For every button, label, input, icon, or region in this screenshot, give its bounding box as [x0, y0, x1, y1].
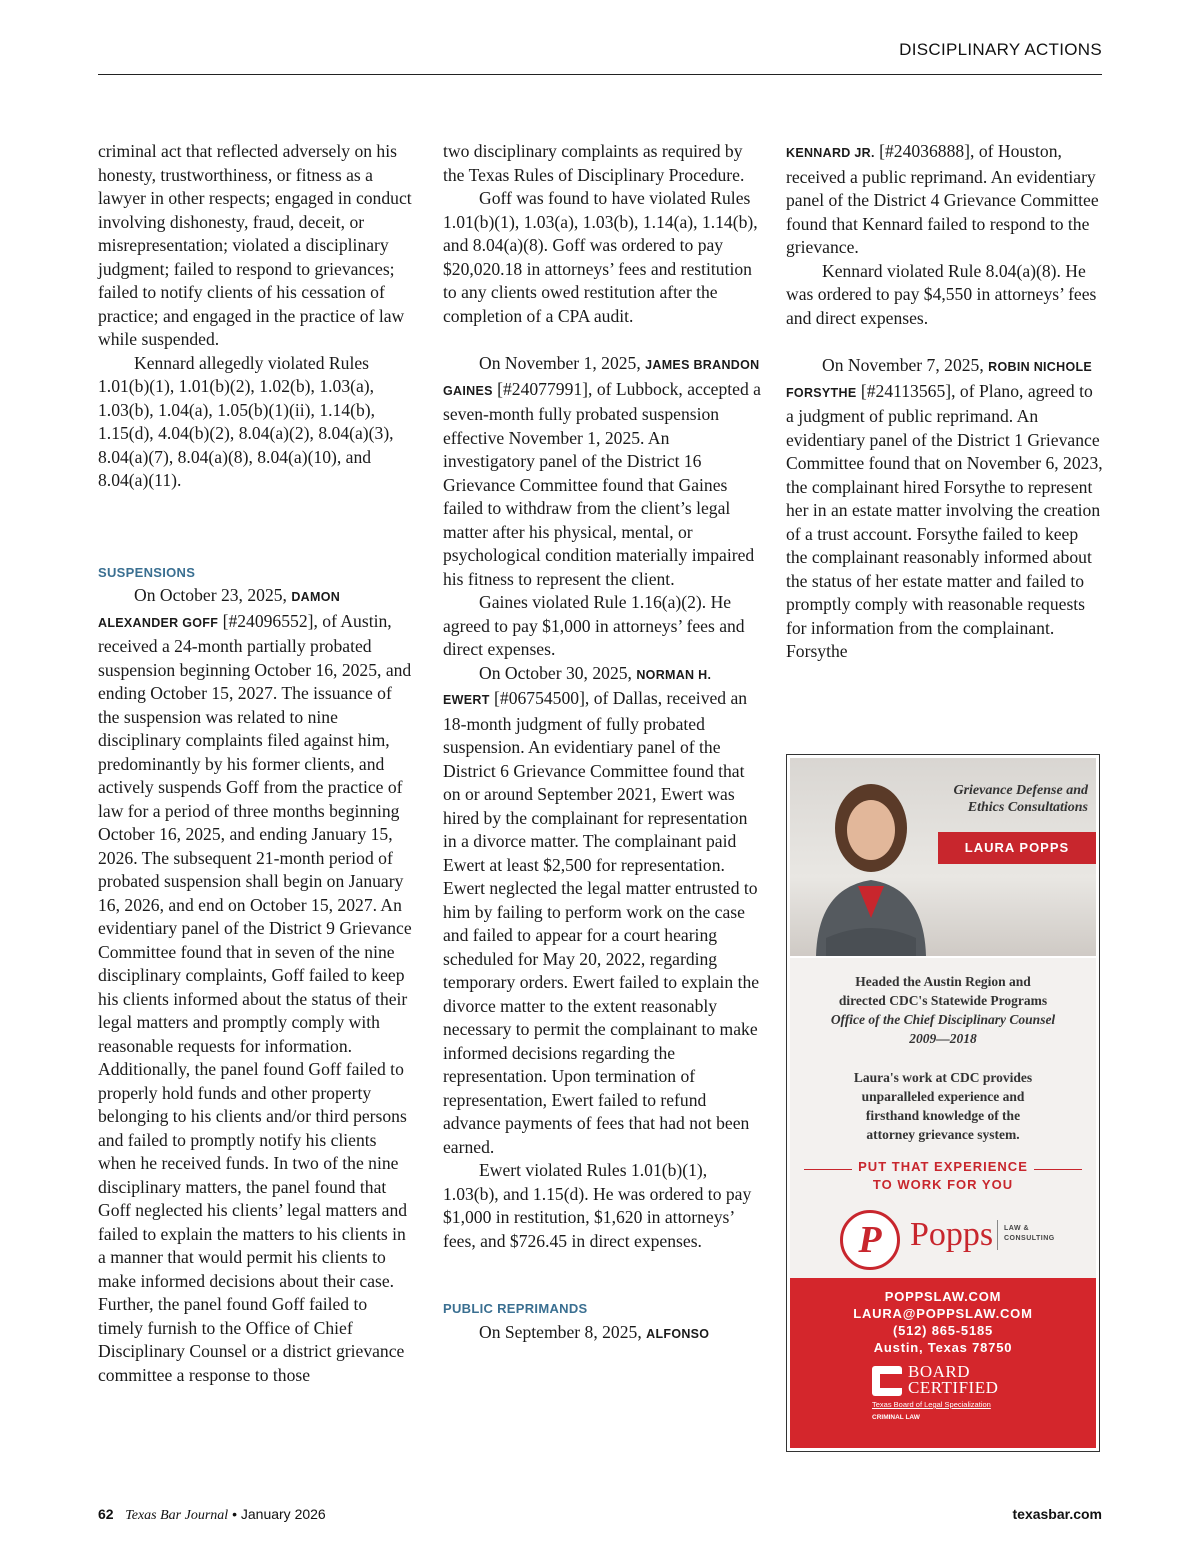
- paragraph: Kennard allegedly violated Rules 1.01(b)(1), 1.01(b)(2), 1.02(b), 1.03(a), 1.03(b), 1.04(a), 1.05(b)(1)(ii), 1.14(b), 1.15(d), 4.04(b)(2), 8.04(a)(2), 8.04(a)(3), 8.04(a)(7), 8.04(a)(8), 8.04(a)(10), and 8.04(a)(11).: [98, 352, 394, 490]
- paragraph: On November 7, 2025, ROBIN NICHOLE FORSYTHE [#24113565], of Plano, agreed to a judgment of public reprimand. An evidentiary panel of the District 1 Grievance Committee found that on November 6, 2023, the complainant hired Forsythe to represent her in an estate matter involving the creation of a trust account. Forsythe failed to keep the complainant reasonably informed about the status of her estate matter and failed to promptly comply with reasonable requests for information from the complainant. Forsythe: [786, 355, 1103, 661]
- column-1: [98, 140, 416, 1387]
- board-certified-org: Texas Board of Legal Specialization: [872, 1400, 991, 1409]
- ad-brand-name: Popps: [910, 1216, 994, 1253]
- ad-tagline: Grievance Defense and Ethics Consultations: [953, 783, 1088, 815]
- attorney-portrait-icon: [796, 768, 946, 956]
- footer-bullet: •: [232, 1506, 237, 1522]
- attorney-name: JAMES BRANDON GAINES: [443, 358, 760, 398]
- journal-title: Texas Bar Journal: [125, 1508, 229, 1523]
- ad-call-to-action: PUT THAT EXPERIENCE TO WORK FOR YOU: [858, 1159, 1028, 1192]
- popps-logo-icon: P: [840, 1210, 900, 1270]
- paragraph: two disciplinary complaints as required by the Texas Rules of Disciplinary Procedure.: [443, 141, 745, 185]
- ad-contact-panel: [790, 1278, 1096, 1448]
- running-header: DISCIPLINARY ACTIONS: [899, 40, 1102, 59]
- paragraph: criminal act that reflected adversely on his honesty, trustworthiness, or fitness as a lawyer in other respects; engaged in conduct involving dishonesty, fraud, deceit, or misrepresentation; violated a disciplinary judgment; failed to respond to grievances; failed to notify clients of his cessation of practice; and engaged in the practice of law while suspended.: [98, 141, 412, 349]
- attorney-name: DAMON ALEXANDER GOFF: [98, 590, 341, 630]
- paragraph: On September 8, 2025, ALFONSO: [479, 1321, 710, 1342]
- ad-brand-subtitle: LAW & CONSULTING: [1004, 1225, 1055, 1242]
- ad-phone: (512) 865-5185: [892, 1323, 994, 1338]
- paragraph: Goff was found to have violated Rules 1.01(b)(1), 1.03(a), 1.03(b), 1.14(a), 1.14(b), and 8.04(a)(8). Goff was ordered to pay $20,020.18 in attorneys’ fees and restitution to any clients owed restitution after the completion of a CPA audit.: [443, 188, 758, 326]
- attorney-name: ALFONSO: [646, 1326, 710, 1341]
- board-certified-specialty: CRIMINAL LAW: [872, 1414, 920, 1421]
- attorney-name: ROBIN NICHOLE FORSYTHE: [786, 360, 1093, 400]
- attorney-name: NORMAN H. EWERT: [443, 667, 712, 707]
- paragraph: Kennard violated Rule 8.04(a)(8). He was ordered to pay $4,550 in attorneys’ fees and direct expenses.: [786, 260, 1097, 328]
- ad-email: LAURA@POPPSLAW.COM: [853, 1306, 1033, 1321]
- footer-website: texasbar.com: [1012, 1506, 1102, 1522]
- section-heading-public-reprimands: PUBLIC REPRIMANDS: [443, 1301, 588, 1316]
- ad-photo-area: [790, 758, 1096, 956]
- paragraph: On November 1, 2025, JAMES BRANDON GAINES [#24077991], of Lubbock, accepted a seven-month fully probated suspension effective November 1, 2025. An investigatory panel of the District 16 Grievance Committee found that Gaines failed to withdraw from the client’s legal matter after his physical, mental, or psychological condition materially impaired his fitness to represent the client.: [443, 353, 761, 589]
- footer-left: [98, 1506, 326, 1524]
- ad-website: POPPSLAW.COM: [884, 1289, 1002, 1304]
- header-divider: [98, 74, 1102, 75]
- advertisement-popps-law: [786, 754, 1100, 1452]
- paragraph: On October 30, 2025, NORMAN H. EWERT [#06754500], of Dallas, received an 18-month judgment of fully probated suspension. An evidentiary panel of the District 6 Grievance Committee found that on or around September 2021, Ewert was hired by the complainant for representation in a divorce matter. The complainant paid Ewert at least $2,500 for representation. Ewert neglected the legal matter entrusted to him by failing to perform work on the case and failed to appear for a court hearing scheduled for May 20, 2022, regarding temporary orders. Ewert failed to explain the divorce matter to the extent reasonably necessary to permit the complainant to make informed decisions regarding the representation. Upon termination of representation, Ewert failed to refund advance payments of fees that had not been earned.: [443, 662, 760, 1157]
- issue-date: January 2026: [240, 1506, 326, 1522]
- column-3: [786, 140, 1104, 664]
- column-2: [443, 140, 761, 1346]
- paragraph: On October 23, 2025, DAMON ALEXANDER GOFF [#24096552], of Austin, received a 24-month partially probated suspension beginning October 16, 2025, and ending October 15, 2027. The issuance of the suspension was related to nine disciplinary complaints filed against him, predominantly by his former clients, and actively suspends Goff from the practice of law for a period of three months beginning October 16, 2025, and ending January 15, 2026. The subsequent 21-month period of probated suspension shall begin on January 16, 2026, and end on October 15, 2027. An evidentiary panel of the District 9 Grievance Committee found that in seven of the nine disciplinary complaints, Goff failed to keep his clients informed about the status of their legal matters and promptly comply with reasonable requests for information. Additionally, the panel found Goff failed to properly hold funds and other property belonging to his clients and/or third persons and failed to promptly notify his clients when he received funds. In two of the nine disciplinary matters, the panel found that Goff neglected his clients’ legal matters and failed to explain the matters to his clients in a manner that would permit his clients to make informed decisions about their case. Further, the panel found Goff failed to timely furnish to the Office of Chief Disciplinary Counsel or a district grievance committee a response to those: [98, 585, 412, 1385]
- paragraph: Ewert violated Rules 1.01(b)(1), 1.03(b), and 1.15(d). He was ordered to pay $1,000 in restitution, $1,620 in attorneys’ fees, and $726.45 in direct expenses.: [443, 1160, 752, 1251]
- board-certified-label: BOARD CERTIFIED: [908, 1362, 999, 1397]
- attorney-name: KENNARD JR.: [786, 146, 875, 160]
- ad-name-banner: LAURA POPPS: [938, 832, 1096, 864]
- ad-address: Austin, Texas 78750: [873, 1340, 1013, 1355]
- ad-description: Headed the Austin Region and directed CDC's Statewide Programs Office of the Chief Disciplinary Counsel 2009—2018 Laura's work at CDC provides unparalleled experience and firsthand knowledge of the attorney grievance system. PUT THAT EXPERIENCE TO WORK FOR YOU P Popps LAW & CONSULTING: [790, 958, 1096, 1278]
- paragraph: KENNARD JR. [#24036888], of Houston, received a public reprimand. An evidentiary panel of the District 4 Grievance Committee found that Kennard failed to respond to the grievance.: [786, 141, 1099, 257]
- section-heading-suspensions: SUSPENSIONS: [98, 564, 196, 580]
- paragraph: Gaines violated Rule 1.16(a)(2). He agreed to pay $1,000 in attorneys’ fees and direct expenses.: [443, 592, 745, 659]
- divider: [997, 1220, 998, 1250]
- page-number: 62: [98, 1506, 114, 1522]
